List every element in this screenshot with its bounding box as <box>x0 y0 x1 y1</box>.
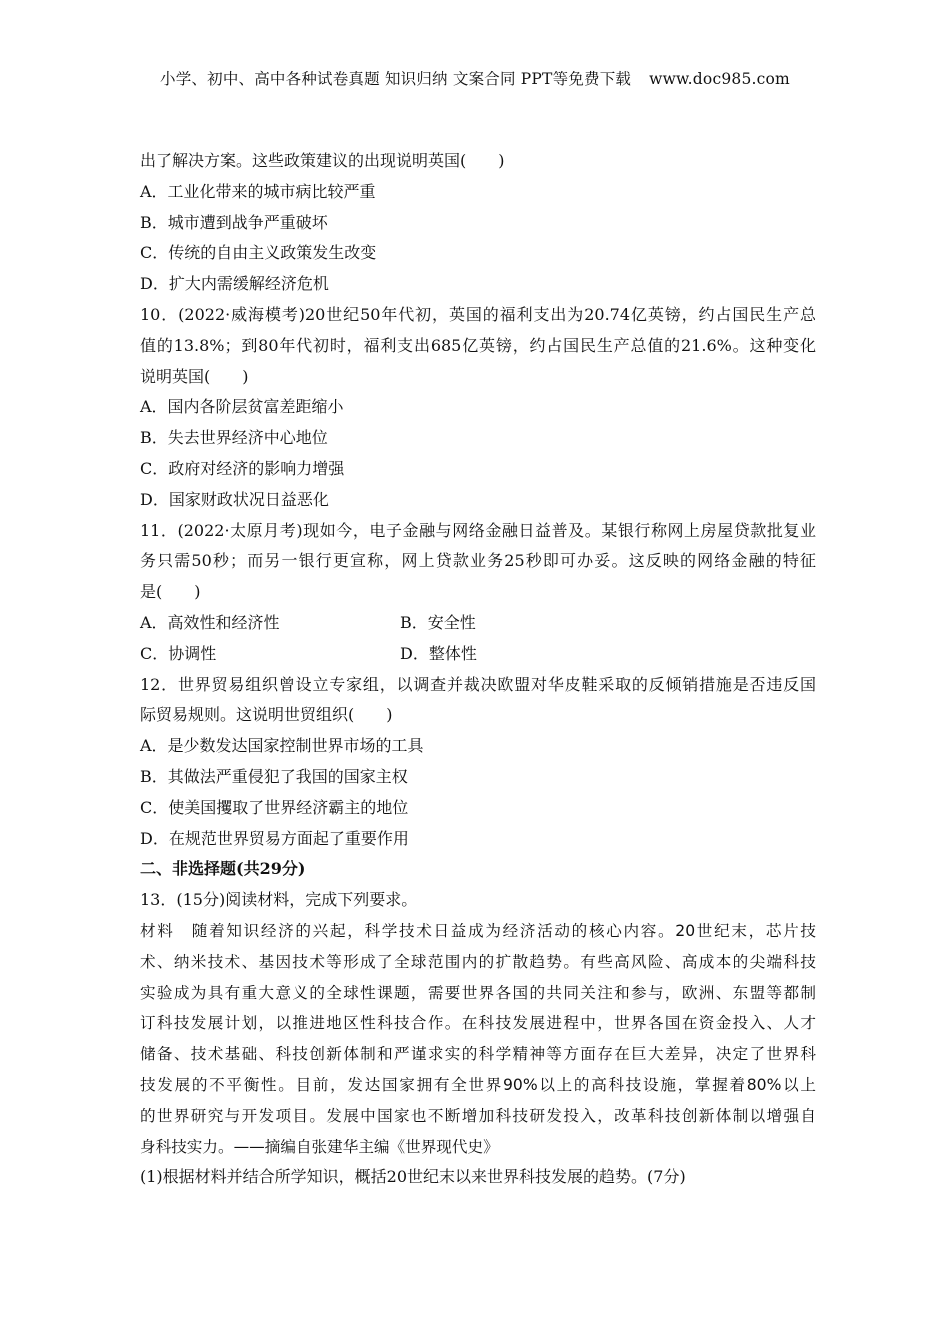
question-12-option-c: C．使美国攫取了世界经济霸主的地位 <box>140 797 409 817</box>
question-13 <box>140 885 816 1193</box>
material-line: 身科技实力。——摘编自张建华主编《世界现代史》 <box>140 1137 499 1156</box>
question-10-stem-line: 10．(2022·威海模考)20世纪50年代初，英国的福利支出为20.74亿英镑，约占国民生产总 <box>140 304 816 324</box>
question-11-stem-line: 是( ) <box>140 582 201 602</box>
question-11-options-row <box>140 639 816 670</box>
question-12-stem-line: 际贸易规则。这说明世贸组织( ) <box>140 705 393 725</box>
question-9-option-d: D．扩大内需缓解经济危机 <box>140 274 329 294</box>
material-line: 储备、技术基础、科技创新体制和严谨求实的科学精神等方面存在巨大差异，决定了世界科 <box>140 1045 816 1064</box>
question-10-option-b: B．失去世界经济中心地位 <box>140 428 328 448</box>
question-12-option-a: A．是少数发达国家控制世界市场的工具 <box>140 736 424 756</box>
material-line: 材料 随着知识经济的兴起，科学技术日益成为经济活动的核心内容。20世纪末，芯片技 <box>140 921 816 940</box>
question-10-option-c: C．政府对经济的影响力增强 <box>140 458 345 478</box>
question-11-stem-line: 务只需50秒；而另一银行更宣称，网上贷款业务25秒即可办妥。这反映的网络金融的特征 <box>140 551 816 571</box>
question-11-stem-line: 11．(2022·太原月考)现如今，电子金融与网络金融日益普及。某银行称网上房屋贷款批复业 <box>140 520 816 540</box>
question-13-material <box>140 916 816 1162</box>
material-line: 实验成为具有重大意义的全球性课题，需要世界各国的共同关注和参与，欧洲、东盟等都制 <box>140 983 816 1002</box>
question-12 <box>140 670 816 855</box>
question-10-option-d: D．国家财政状况日益恶化 <box>140 489 329 509</box>
material-line: 术、纳米技术、基因技术等形成了全球范围内的扩散趋势。有些高风险、高成本的尖端科技 <box>140 952 816 971</box>
question-11-option-b: B．安全性 <box>400 612 476 632</box>
question-10-stem-line: 说明英国( ) <box>140 366 249 386</box>
page-content <box>140 146 816 1193</box>
question-10-stem-line: 值的13.8%；到80年代初时，福利支出685亿英镑，约占国民生产总值的21.6%。这种变化 <box>140 335 816 355</box>
question-9-option-c: C．传统的自由主义政策发生改变 <box>140 243 377 263</box>
question-9-option-a: A．工业化带来的城市病比较严重 <box>140 181 376 201</box>
material-line: 的世界研究与开发项目。发展中国家也不断增加科技研发投入，改革科技创新体制以增强自 <box>140 1106 816 1125</box>
question-11-option-a: A．高效性和经济性 <box>140 612 280 632</box>
question-11-option-c: C．协调性 <box>140 643 217 663</box>
question-12-option-d: D．在规范世界贸易方面起了重要作用 <box>140 828 409 848</box>
question-10-option-a: A．国内各阶层贫富差距缩小 <box>140 397 344 417</box>
material-line: 技发展的不平衡性。目前，发达国家拥有全世界90%以上的高科技设施，掌握着80%以上 <box>140 1075 816 1094</box>
question-13-stem: 13．(15分)阅读材料，完成下列要求。 <box>140 890 418 910</box>
question-10 <box>140 300 816 516</box>
material-line: 订科技发展计划，以推进地区性科技合作。在科技发展进程中，世界各国在资金投入、人才 <box>140 1014 816 1033</box>
question-11-option-d: D．整体性 <box>400 643 477 663</box>
page-header <box>0 67 950 89</box>
header-url: www.doc985.com <box>649 70 790 88</box>
question-9-stem: 出了解决方案。这些政策建议的出现说明英国( ) <box>140 151 505 170</box>
question-9 <box>140 146 816 300</box>
question-11-options-row <box>140 608 816 639</box>
question-11 <box>140 516 816 670</box>
question-12-option-b: B．其做法严重侵犯了我国的国家主权 <box>140 766 408 786</box>
header-text: 小学、初中、高中各种试卷真题 知识归纳 文案合同 PPT等免费下载 <box>160 70 632 88</box>
question-12-stem-line: 12．世界贸易组织曾设立专家组，以调查并裁决欧盟对华皮鞋采取的反倾销措施是否违反国 <box>140 674 816 694</box>
question-9-option-b: B．城市遭到战争严重破坏 <box>140 212 328 232</box>
section-title: 二、非选择题(共29分) <box>140 859 306 879</box>
question-13-sub-1: (1)根据材料并结合所学知识，概括20世纪末以来世界科技发展的趋势。(7分) <box>140 1167 686 1187</box>
